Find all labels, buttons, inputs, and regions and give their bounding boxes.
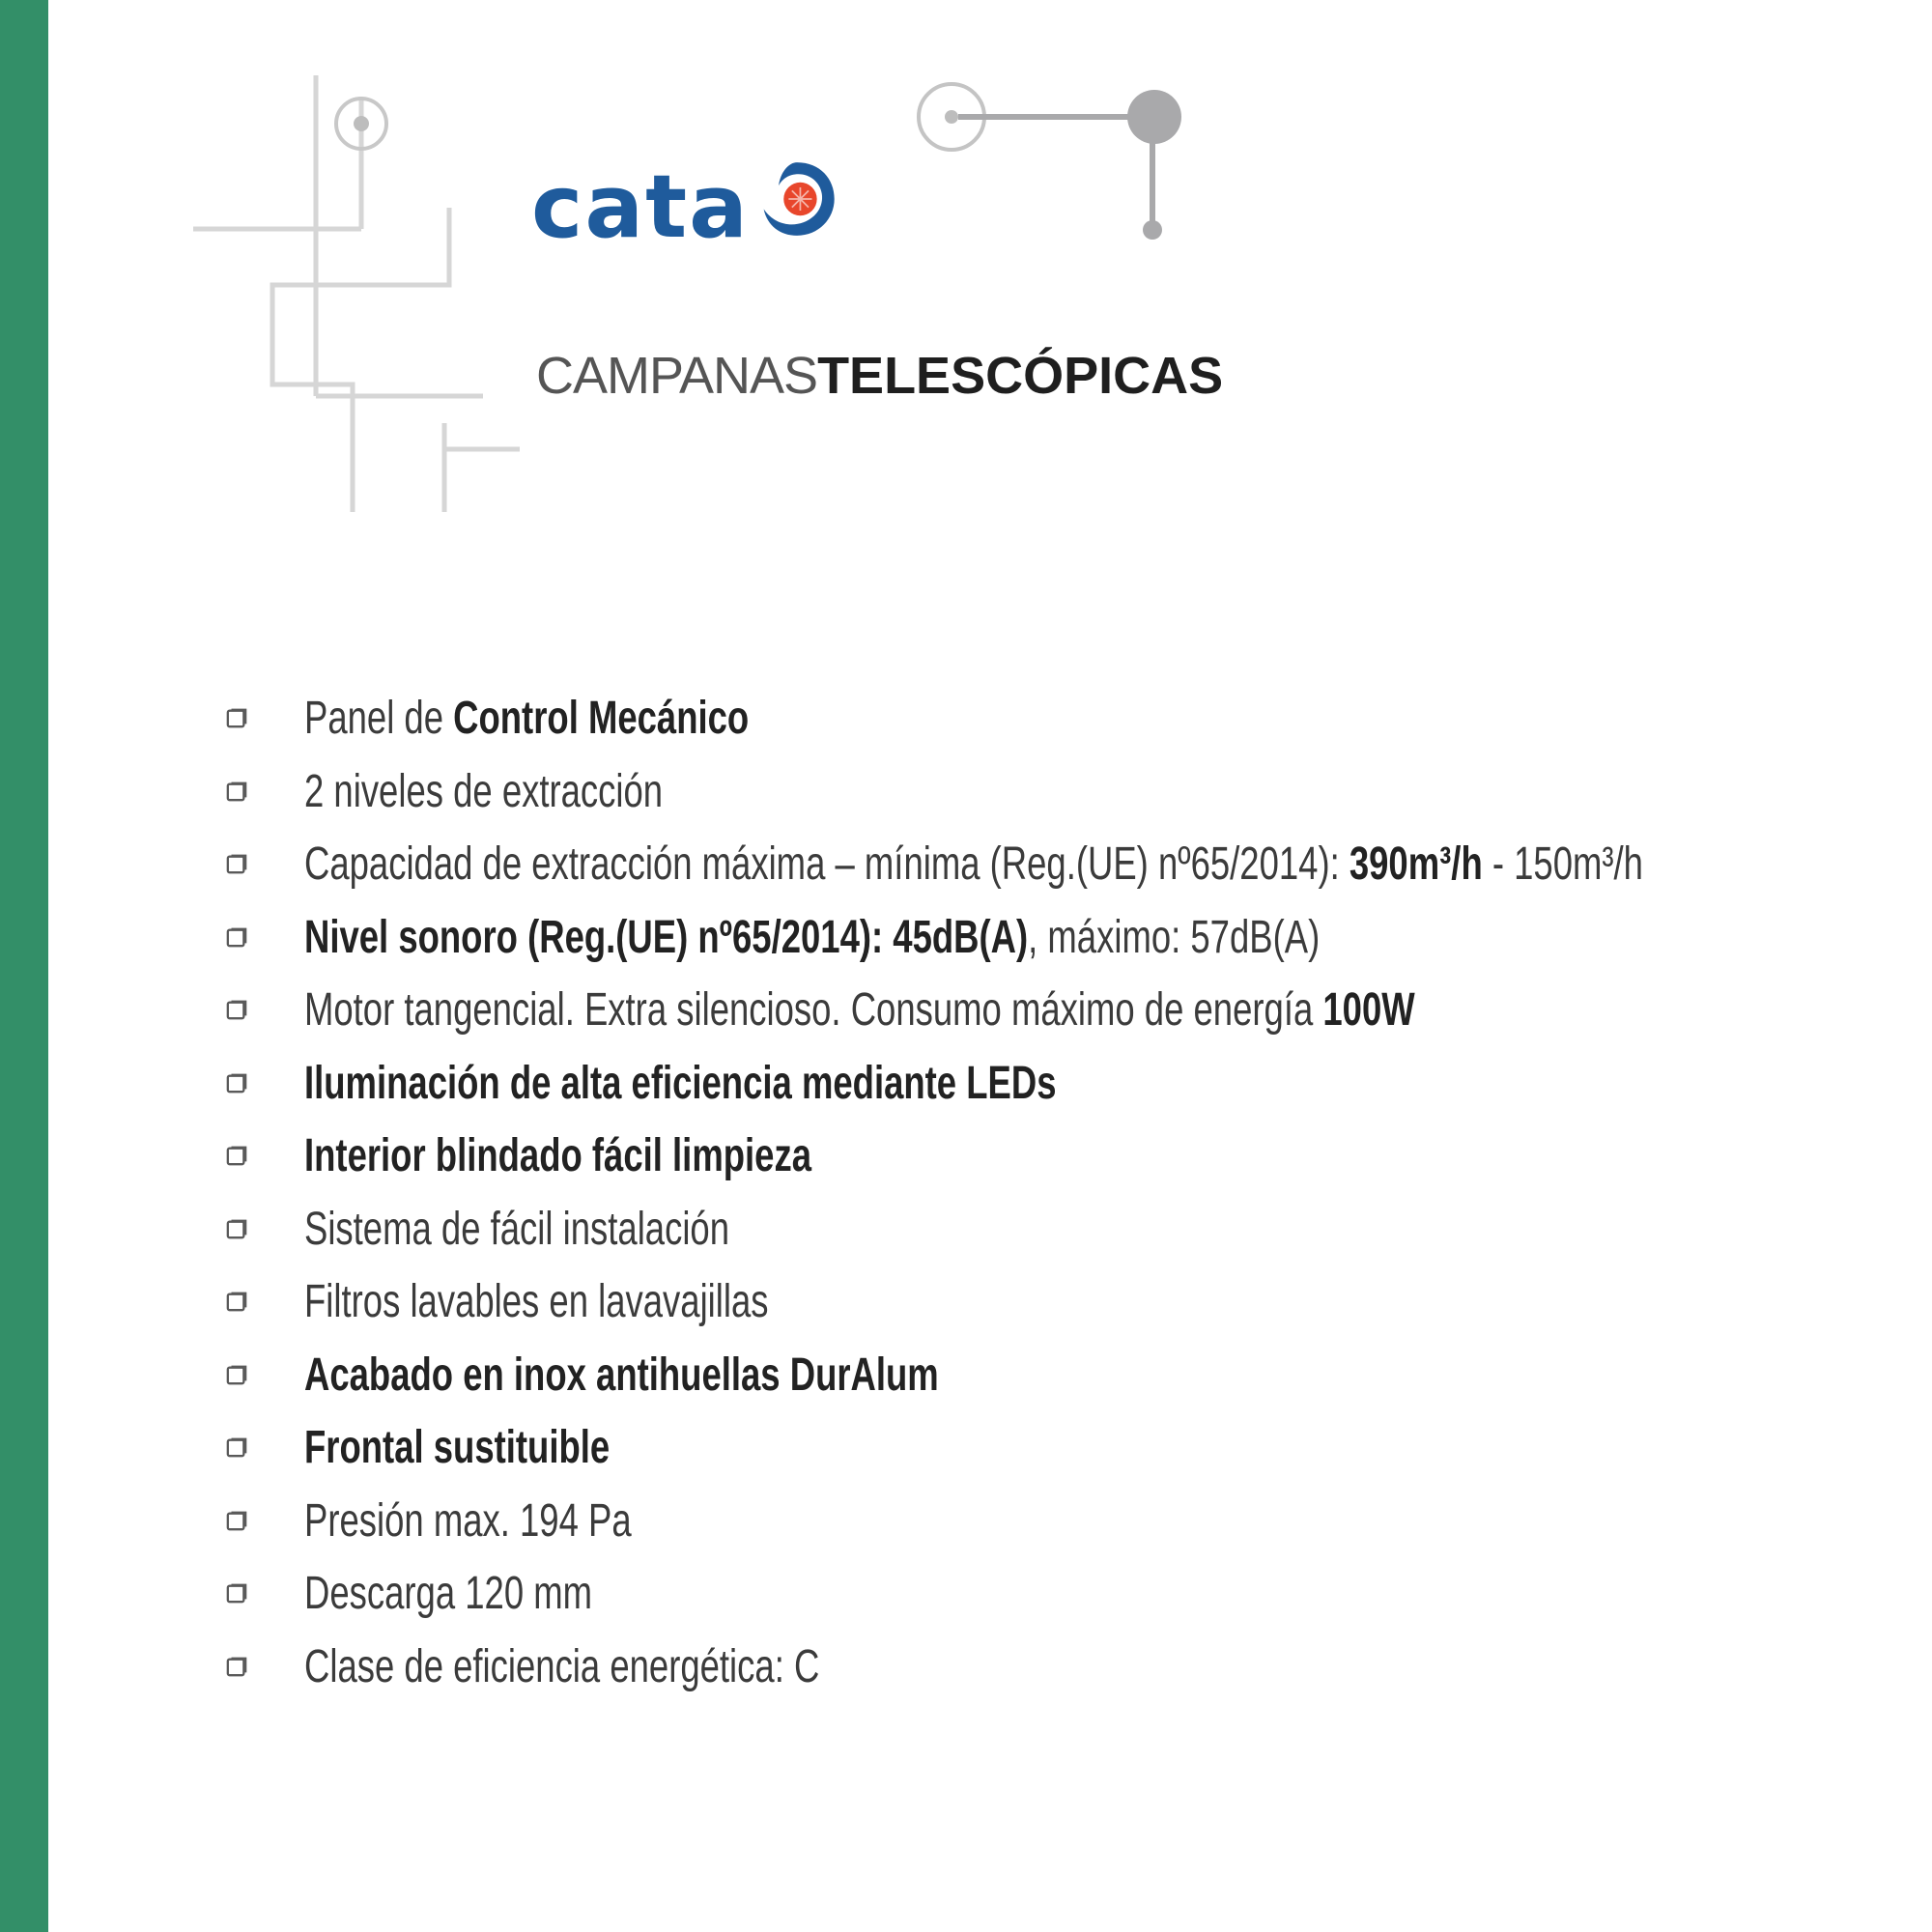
feature-text bbox=[304, 840, 1643, 889]
cata-logo bbox=[531, 155, 838, 261]
cata-swirl-icon bbox=[755, 157, 838, 241]
feature-text-bold: 390m³/h bbox=[1349, 838, 1483, 890]
feature-text bbox=[304, 1057, 1057, 1109]
feature-item bbox=[222, 1046, 1903, 1120]
product-category-heading bbox=[536, 347, 1224, 405]
feature-item bbox=[222, 1264, 1903, 1338]
feature-text bbox=[304, 1278, 769, 1326]
checkbox-bullet-icon bbox=[226, 781, 247, 802]
feature-item bbox=[222, 1119, 1903, 1192]
feature-text-regular: Descarga 120 mm bbox=[304, 1568, 593, 1619]
logo-wordmark: cata bbox=[531, 156, 750, 258]
circuit-lines bbox=[193, 75, 520, 512]
feature-text bbox=[304, 1203, 730, 1255]
feature-list bbox=[222, 681, 1903, 1702]
checkbox-bullet-icon bbox=[226, 1218, 247, 1239]
feature-text bbox=[304, 1132, 811, 1180]
feature-text bbox=[304, 1640, 820, 1692]
feature-text-regular: , máximo: 57dB(A) bbox=[1028, 911, 1321, 963]
checkbox-bullet-icon bbox=[226, 1582, 247, 1604]
feature-item bbox=[222, 827, 1903, 900]
checkbox-bullet-icon bbox=[226, 853, 247, 874]
feature-text-bold: Interior blindado fácil limpieza bbox=[304, 1130, 811, 1181]
feature-text bbox=[304, 1351, 939, 1400]
feature-text-regular: Capacidad de extracción máxima – mínima (Reg.(UE) nº65/2014): bbox=[304, 838, 1350, 890]
feature-item bbox=[222, 1484, 1903, 1557]
feature-text bbox=[304, 765, 664, 817]
feature-item bbox=[222, 1630, 1903, 1703]
feature-item bbox=[222, 1410, 1903, 1484]
checkbox-bullet-icon bbox=[226, 1436, 247, 1458]
feature-text bbox=[304, 695, 749, 743]
feature-text bbox=[304, 1570, 592, 1618]
feature-text bbox=[304, 911, 1321, 963]
feature-item bbox=[222, 900, 1903, 974]
feature-text-bold: Nivel sonoro (Reg.(UE) nº65/2014): 45dB(A) bbox=[304, 911, 1029, 963]
checkbox-bullet-icon bbox=[226, 1510, 247, 1531]
checkbox-bullet-icon bbox=[226, 1145, 247, 1166]
feature-text-regular: Panel de bbox=[304, 693, 454, 744]
circuit-node-right bbox=[919, 84, 1181, 240]
feature-text bbox=[304, 1424, 610, 1472]
feature-item bbox=[222, 1338, 1903, 1411]
checkbox-bullet-icon bbox=[226, 1656, 247, 1677]
heading-light: CAMPANAS bbox=[536, 347, 818, 405]
feature-text-bold: 100W bbox=[1322, 984, 1415, 1036]
feature-item bbox=[222, 754, 1903, 828]
heading-bold: TELESCÓPICAS bbox=[817, 347, 1224, 405]
feature-text-regular: Sistema de fácil instalación bbox=[304, 1203, 730, 1255]
feature-text-regular: Filtros lavables en lavavajillas bbox=[304, 1276, 769, 1327]
checkbox-bullet-icon bbox=[226, 999, 247, 1020]
feature-item bbox=[222, 1556, 1903, 1630]
feature-text-regular: - 150m³/h bbox=[1482, 838, 1643, 890]
feature-text-bold: Frontal sustituible bbox=[304, 1422, 611, 1473]
feature-text-bold: Iluminación de alta eficiencia mediante LEDs bbox=[304, 1057, 1057, 1109]
checkbox-bullet-icon bbox=[226, 1291, 247, 1312]
feature-text-bold: Acabado en inox antihuellas DurAlum bbox=[304, 1349, 939, 1401]
feature-item bbox=[222, 973, 1903, 1046]
checkbox-bullet-icon bbox=[226, 926, 247, 948]
feature-text-regular: Motor tangencial. Extra silencioso. Consumo máximo de energía bbox=[304, 984, 1323, 1036]
feature-text-regular: 2 niveles de extracción bbox=[304, 765, 664, 817]
feature-text-regular: Clase de eficiencia energética: C bbox=[304, 1640, 820, 1692]
checkbox-bullet-icon bbox=[226, 1364, 247, 1385]
feature-text-regular: Presión max. 194 Pa bbox=[304, 1494, 632, 1547]
checkbox-bullet-icon bbox=[226, 1072, 247, 1094]
feature-text-bold: Control Mecánico bbox=[453, 693, 750, 744]
feature-text bbox=[304, 986, 1415, 1035]
checkbox-bullet-icon bbox=[226, 707, 247, 728]
feature-text bbox=[304, 1494, 632, 1547]
circuit-decoration bbox=[0, 0, 1932, 580]
feature-item bbox=[222, 1192, 1903, 1265]
feature-item bbox=[222, 681, 1903, 754]
